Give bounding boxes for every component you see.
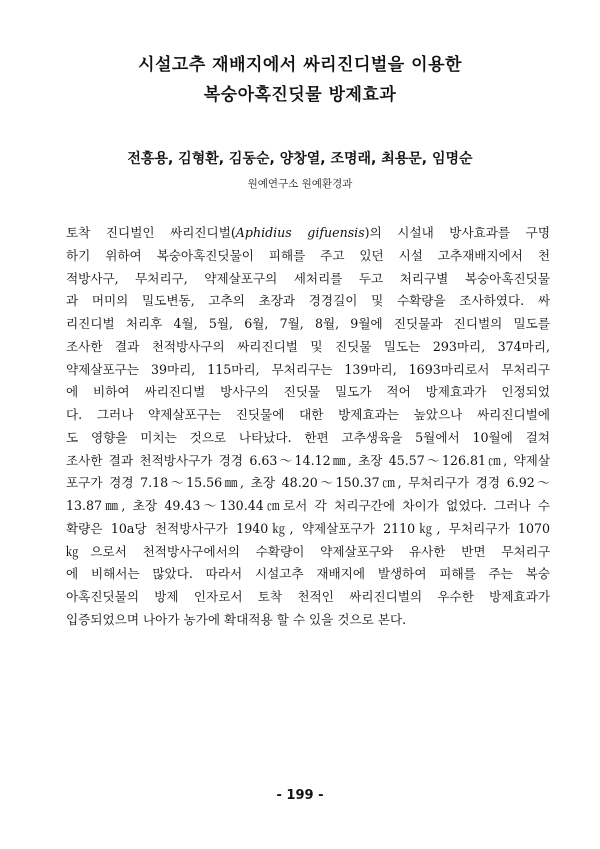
abstract-line: 13.87㎜, 초장 49.43～130.44㎝로서 각 처리구간에 차이가 없었다. 그러나 수	[66, 498, 550, 513]
abstract-line-pre: 토착 진디벌인 싸리진디벌(	[66, 225, 236, 240]
page-number: - 199 -	[276, 788, 324, 803]
abstract-line: 다. 그러나 약제살포구는 진딧물에 대한 방제효과는 높았으나 싸리진디벌에	[66, 407, 550, 422]
abstract-line: ㎏으로서 천적방사구에서의 수확량이 약제살포구와 유사한 반면 무처리구	[66, 543, 550, 559]
author-list: 전흥용, 김형환, 김동순, 양창열, 조명래, 최용문, 임명순	[127, 151, 473, 167]
abstract-line-post: )의 시설내 방사효과를 구명	[364, 225, 550, 240]
abstract-line: 과 머미의 밀도변동, 고추의 초장과 경경길이 및 수확량을 조사하였다. 싸	[66, 293, 550, 309]
abstract-line: 조사한 결과 천적방사구의 싸리진디벌 및 진딧물 밀도는 293마리, 374마리,	[66, 338, 550, 354]
abstract-line: 아혹진딧물의 방제 인자로서 토착 천적인 싸리진디벌의 우수한 방제효과가	[66, 589, 550, 604]
abstract-line	[66, 222, 550, 245]
paper-title-line-1: 시설고추 재배지에서 싸리진디벌을 이용한	[138, 55, 462, 75]
abstract-line: 확량은 10a당 천적방사구가 1940㎏, 약제살포구가 2110㎏, 무처리구가 1070	[66, 520, 550, 536]
abstract-line: 적방사구, 무처리구, 약제살포구의 세처리를 두고 처리구별 복숭아혹진딧물	[66, 270, 550, 286]
abstract-line: 약제살포구는 39마리, 115마리, 무처리구는 139마리, 1693마리로서 무처리구	[66, 361, 550, 377]
abstract-line: 에 비하여 싸리진디벌 방사구의 진딧물 밀도가 적어 방제효과가 인정되었	[66, 384, 550, 400]
abstract-line: 조사한 결과 천적방사구가 경경 6.63～14.12㎜, 초장 45.57～126.81㎝, 약제살	[66, 452, 550, 468]
abstract-line: 입증되었으며 나아가 농가에 확대적용 할 수 있을 것으로 본다.	[66, 611, 407, 627]
species-name: Aphidius gifuensis	[235, 225, 365, 240]
affiliation: 원예연구소 원예환경과	[247, 178, 353, 190]
abstract-line: 하기 위하여 복숭아혹진딧물이 피해를 주고 있던 시설 고추재배지에서 천	[66, 247, 550, 263]
abstract-line: 리진디벌 처리후 4월, 5월, 6월, 7월, 8월, 9월에 진딧물과 진디벌의 밀도를	[66, 316, 550, 331]
abstract-body	[66, 222, 550, 632]
abstract-line: 도 영향을 미치는 것으로 나타났다. 한편 고추생육을 5월에서 10월에 걸쳐	[66, 429, 550, 445]
abstract-line: 포구가 경경 7.18～15.56㎜, 초장 48.20～150.37㎝, 무처리구가 경경 6.92～	[66, 475, 550, 491]
paper-title-line-2: 복숭아혹진딧물 방제효과	[203, 85, 397, 105]
abstract-line: 에 비해서는 많았다. 따라서 시설고추 재배지에 발생하여 피해를 주는 복숭	[66, 566, 550, 582]
